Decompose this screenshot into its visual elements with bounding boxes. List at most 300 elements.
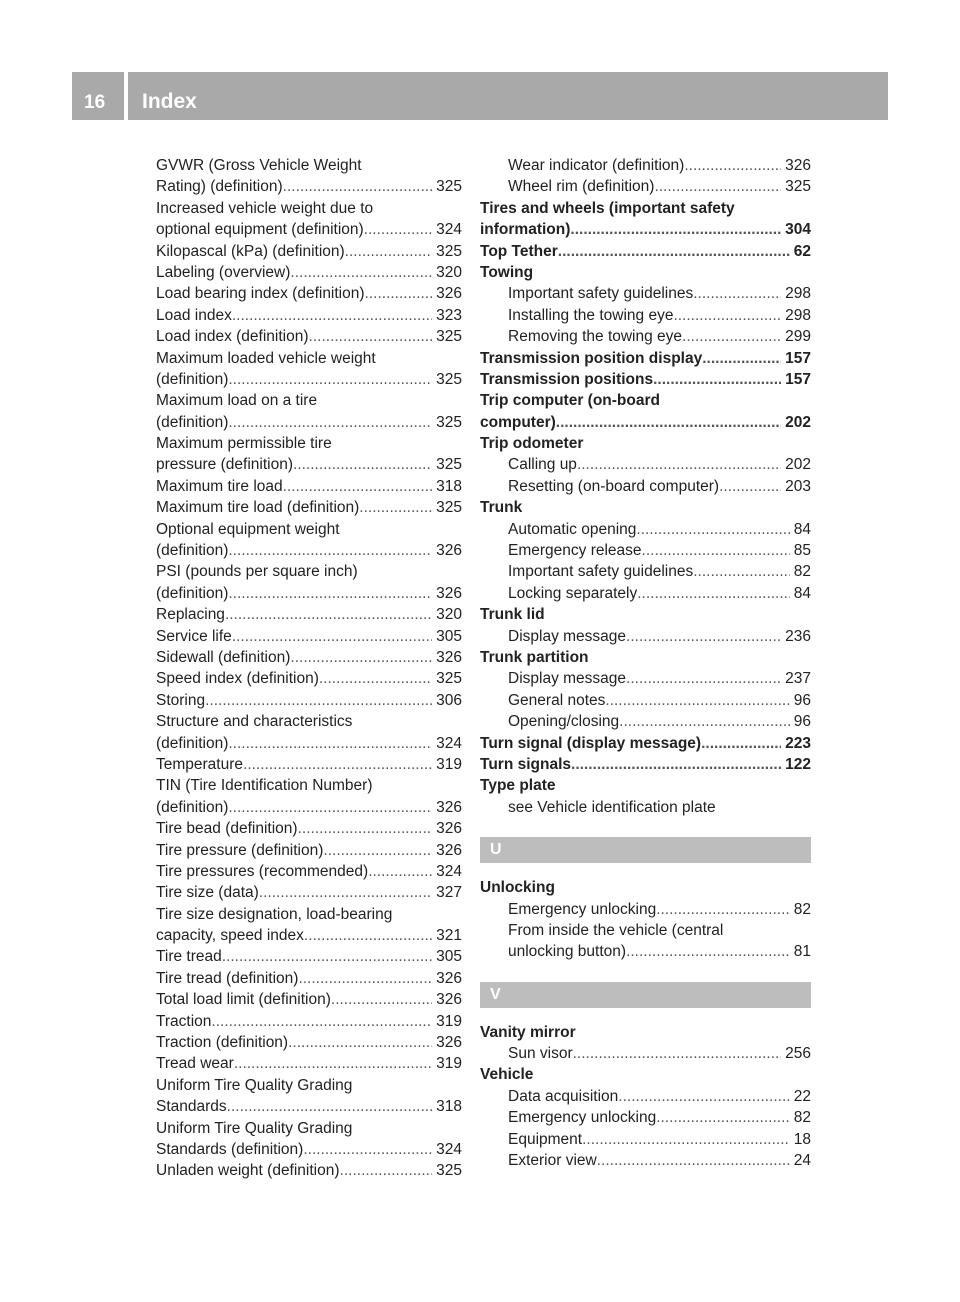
page-reference[interactable]: 318	[436, 477, 462, 495]
entry-text: (definition)	[156, 798, 229, 816]
page-reference[interactable]: 326	[436, 820, 462, 838]
index-entry[interactable]	[480, 754, 811, 775]
index-entry[interactable]	[480, 369, 811, 390]
dot-leader	[232, 305, 432, 326]
page-reference[interactable]: 202	[785, 456, 811, 474]
entry-text: Traction	[156, 1012, 212, 1030]
page-reference[interactable]: 326	[436, 991, 462, 1009]
entry-text: Load bearing index (definition)	[156, 285, 365, 303]
entry-text: capacity, speed index	[156, 927, 304, 945]
entry-text: (definition)	[156, 413, 229, 431]
dot-leader	[570, 219, 781, 240]
page-reference[interactable]: 325	[436, 499, 462, 517]
entry-text: Display message	[508, 627, 627, 645]
index-subentry[interactable]	[480, 899, 811, 920]
entry-text: Important safety guidelines	[508, 285, 694, 303]
entry-text: Removing the towing eye	[508, 328, 683, 346]
entry-text: Maximum tire load	[156, 477, 283, 495]
page-reference[interactable]: 319	[436, 1055, 462, 1073]
index-entry	[156, 561, 462, 582]
index-entry	[156, 198, 462, 219]
entry-text: Transmission positions	[480, 370, 654, 388]
index-entry[interactable]	[480, 219, 811, 240]
page-reference[interactable]: 324	[436, 221, 462, 239]
dot-leader	[656, 899, 790, 920]
dot-leader	[368, 861, 432, 882]
index-entry	[480, 198, 811, 219]
dot-leader	[331, 989, 432, 1010]
entry-text: Labeling (overview)	[156, 263, 291, 281]
entry-text: Emergency unlocking	[508, 900, 657, 918]
dot-leader	[303, 1139, 432, 1160]
index-entry	[156, 348, 462, 369]
index-entry	[480, 1022, 811, 1043]
index-entry	[480, 497, 811, 518]
index-entry[interactable]	[156, 968, 462, 989]
dot-leader	[364, 219, 432, 240]
entry-text: Important safety guidelines	[508, 563, 694, 581]
dot-leader	[577, 454, 781, 475]
dot-leader	[290, 647, 432, 668]
index-column-right	[480, 155, 811, 1171]
index-entry[interactable]	[156, 326, 462, 347]
index-entry[interactable]	[156, 647, 462, 668]
index-entry[interactable]	[156, 305, 462, 326]
page-reference[interactable]: 298	[785, 306, 811, 324]
dot-leader	[298, 968, 432, 989]
dot-leader	[701, 733, 781, 754]
entry-text: Temperature	[156, 755, 244, 773]
index-entry[interactable]	[156, 754, 462, 775]
entry-text: Increased vehicle weight due to	[156, 199, 374, 217]
entry-text: (definition)	[156, 542, 229, 560]
page-reference[interactable]: 326	[436, 1034, 462, 1052]
dot-leader	[359, 497, 432, 518]
index-entry[interactable]	[156, 1053, 462, 1074]
entry-text: PSI (pounds per square inch)	[156, 563, 358, 581]
dot-leader	[573, 1043, 782, 1064]
index-subentry[interactable]	[480, 519, 811, 540]
page-reference[interactable]: 256	[785, 1045, 811, 1063]
index-subentry[interactable]	[480, 283, 811, 304]
index-column-left	[156, 155, 462, 1182]
index-entry[interactable]	[156, 818, 462, 839]
entry-text: Display message	[508, 670, 627, 688]
index-entry[interactable]	[156, 797, 462, 818]
page-reference[interactable]: 304	[785, 221, 811, 239]
page-reference[interactable]: 325	[785, 178, 811, 196]
page-reference[interactable]: 298	[785, 285, 811, 303]
index-entry[interactable]	[156, 219, 462, 240]
dot-leader	[228, 369, 432, 390]
index-entry[interactable]	[156, 1160, 462, 1181]
entry-text: Emergency unlocking	[508, 1109, 657, 1127]
index-subentry[interactable]	[480, 1150, 811, 1171]
page-reference[interactable]: 305	[436, 627, 462, 645]
page-reference[interactable]: 96	[793, 713, 811, 731]
dot-leader	[228, 412, 432, 433]
entry-text: Unlocking	[480, 879, 555, 897]
index-entry[interactable]	[156, 733, 462, 754]
index-entry[interactable]	[480, 733, 811, 754]
dot-leader	[304, 925, 432, 946]
entry-text: Total load limit (definition)	[156, 991, 331, 1009]
page-reference[interactable]: 122	[785, 755, 811, 773]
index-entry[interactable]	[156, 241, 462, 262]
entry-text: pressure (definition)	[156, 456, 293, 474]
page-reference[interactable]: 325	[436, 242, 462, 260]
dot-leader	[211, 1011, 432, 1032]
entry-text: Tire tread (definition)	[156, 969, 299, 987]
index-entry[interactable]	[480, 241, 811, 262]
dot-leader	[345, 241, 432, 262]
entry-text: TIN (Tire Identification Number)	[156, 777, 373, 795]
index-entry	[156, 1075, 462, 1096]
entry-text: computer)	[480, 413, 556, 431]
page-reference[interactable]: 223	[785, 734, 811, 752]
index-entry[interactable]	[156, 946, 462, 967]
page-reference[interactable]: 306	[436, 691, 462, 709]
index-entry[interactable]	[156, 262, 462, 283]
index-entry[interactable]	[156, 690, 462, 711]
entry-text: Transmission position display	[480, 349, 703, 367]
entry-text: Speed index (definition)	[156, 670, 319, 688]
index-entry	[156, 775, 462, 796]
entry-text: Locking separately	[508, 584, 638, 602]
dot-leader	[283, 476, 433, 497]
page-reference[interactable]: 22	[793, 1087, 811, 1105]
entry-text: Uniform Tire Quality Grading	[156, 1076, 353, 1094]
index-entry[interactable]	[480, 412, 811, 433]
page-reference[interactable]: 325	[436, 413, 462, 431]
page-reference[interactable]: 18	[793, 1130, 811, 1148]
page-reference[interactable]: 96	[793, 691, 811, 709]
index-entry	[480, 647, 811, 668]
index-subentry[interactable]	[480, 690, 811, 711]
page-reference[interactable]: 323	[436, 306, 462, 324]
entry-text: Standards	[156, 1098, 227, 1116]
page-header	[72, 72, 888, 120]
index-subentry[interactable]	[480, 1086, 811, 1107]
page-reference[interactable]: 318	[436, 1098, 462, 1116]
page-reference[interactable]: 236	[785, 627, 811, 645]
page-reference[interactable]: 324	[436, 1140, 462, 1158]
index-subentry[interactable]	[480, 1107, 811, 1128]
dot-leader	[642, 540, 790, 561]
index-subentry[interactable]	[480, 540, 811, 561]
index-entry	[156, 155, 462, 176]
page-reference[interactable]: 157	[785, 370, 811, 388]
page-reference[interactable]: 324	[436, 862, 462, 880]
dot-leader	[571, 754, 781, 775]
index-subentry[interactable]	[480, 176, 811, 197]
entry-text: Maximum tire load (definition)	[156, 499, 360, 517]
index-entry[interactable]	[156, 476, 462, 497]
index-entry	[156, 433, 462, 454]
page-reference[interactable]: 82	[793, 1109, 811, 1127]
dot-leader	[228, 733, 432, 754]
dot-leader	[693, 283, 781, 304]
index-subentry[interactable]	[480, 941, 811, 962]
dot-leader	[227, 1096, 432, 1117]
entry-text: Maximum loaded vehicle weight	[156, 349, 376, 367]
entry-text: Tire bead (definition)	[156, 820, 298, 838]
page-reference[interactable]: 24	[793, 1152, 811, 1170]
entry-text: Wheel rim (definition)	[508, 178, 655, 196]
index-entry	[480, 877, 811, 898]
index-entry	[156, 904, 462, 925]
dot-leader	[309, 326, 433, 347]
index-entry[interactable]	[156, 540, 462, 561]
entry-text: Optional equipment weight	[156, 520, 340, 538]
entry-text: Trunk lid	[480, 606, 545, 624]
dot-leader	[283, 176, 432, 197]
section-header-u: U	[480, 837, 811, 863]
page-reference[interactable]: 62	[793, 242, 811, 260]
page-reference[interactable]: 325	[436, 670, 462, 688]
entry-text: Storing	[156, 691, 206, 709]
index-subentry[interactable]	[480, 711, 811, 732]
index-entry[interactable]	[156, 668, 462, 689]
page-reference[interactable]: 202	[785, 413, 811, 431]
page-reference[interactable]: 299	[785, 328, 811, 346]
entry-text: General notes	[508, 691, 606, 709]
index-subentry[interactable]	[480, 626, 811, 647]
entry-text: Trunk partition	[480, 648, 589, 666]
index-entry	[156, 1118, 462, 1139]
entry-text: Top Tether	[480, 242, 558, 260]
dot-leader	[682, 326, 781, 347]
dot-leader	[618, 1086, 789, 1107]
entry-text: Vanity mirror	[480, 1023, 576, 1041]
page-reference[interactable]: 326	[436, 542, 462, 560]
dot-leader	[619, 711, 790, 732]
index-subentry[interactable]	[480, 454, 811, 475]
index-entry[interactable]	[156, 840, 462, 861]
dot-leader	[319, 668, 432, 689]
index-entry	[156, 390, 462, 411]
page-reference[interactable]: 237	[785, 670, 811, 688]
index-entry[interactable]	[156, 604, 462, 625]
dot-leader	[582, 1129, 790, 1150]
page-reference[interactable]: 325	[436, 178, 462, 196]
entry-text: Vehicle	[480, 1066, 534, 1084]
dot-leader	[222, 946, 432, 967]
dot-leader	[340, 1160, 433, 1181]
page-number: 16	[84, 92, 106, 113]
entry-text: Traction (definition)	[156, 1034, 289, 1052]
dot-leader	[656, 1107, 790, 1128]
entry-text: Maximum permissible tire	[156, 435, 332, 453]
entry-text: see Vehicle identification plate	[508, 798, 716, 816]
dot-leader	[626, 626, 781, 647]
entry-text: Sidewall (definition)	[156, 648, 291, 666]
entry-text: Standards (definition)	[156, 1140, 304, 1158]
entry-text: unlocking button)	[508, 943, 627, 961]
index-entry	[480, 433, 811, 454]
index-entry[interactable]	[156, 497, 462, 518]
entry-text: Trunk	[480, 499, 523, 517]
page-reference[interactable]: 319	[436, 1012, 462, 1030]
dot-leader	[684, 155, 781, 176]
page-reference[interactable]: 326	[436, 584, 462, 602]
dot-leader	[205, 690, 432, 711]
entry-text: (definition)	[156, 584, 229, 602]
index-entry[interactable]	[156, 989, 462, 1010]
entry-text: From inside the vehicle (central	[508, 921, 724, 939]
dot-leader	[228, 797, 432, 818]
index-subentry[interactable]	[480, 305, 811, 326]
index-entry[interactable]	[156, 1139, 462, 1160]
page-reference[interactable]: 324	[436, 734, 462, 752]
index-subentry[interactable]	[480, 326, 811, 347]
page-reference[interactable]: 85	[793, 542, 811, 560]
page-reference[interactable]: 325	[436, 370, 462, 388]
dot-leader	[365, 283, 433, 304]
index-entry[interactable]	[156, 412, 462, 433]
entry-text: information)	[480, 221, 571, 239]
entry-text: (definition)	[156, 734, 229, 752]
page-reference[interactable]: 326	[436, 841, 462, 859]
page-reference[interactable]: 326	[436, 285, 462, 303]
index-entry[interactable]	[480, 348, 811, 369]
page-reference[interactable]: 82	[793, 563, 811, 581]
index-entry	[480, 262, 811, 283]
entry-text: Turn signals	[480, 755, 572, 773]
entry-text: (definition)	[156, 370, 229, 388]
entry-text: Automatic opening	[508, 520, 637, 538]
index-entry[interactable]	[156, 626, 462, 647]
page-reference[interactable]: 326	[785, 157, 811, 174]
entry-text: Structure and characteristics	[156, 713, 353, 731]
dot-leader	[288, 1032, 432, 1053]
index-entry	[480, 1064, 811, 1085]
index-subentry[interactable]	[480, 476, 811, 497]
entry-text: Unladen weight (definition)	[156, 1162, 340, 1180]
dot-leader	[243, 754, 432, 775]
index-subentry	[480, 797, 811, 818]
index-entry[interactable]	[156, 454, 462, 475]
dot-leader	[225, 604, 432, 625]
index-entry	[156, 711, 462, 732]
entry-text: Type plate	[480, 777, 556, 795]
dot-leader	[228, 583, 432, 604]
entry-text: Tire size (data)	[156, 884, 259, 902]
index-entry[interactable]	[156, 369, 462, 390]
page-reference[interactable]: 157	[785, 349, 811, 367]
index-entry[interactable]	[156, 583, 462, 604]
page-reference[interactable]: 325	[436, 1162, 462, 1180]
page-reference[interactable]: 320	[436, 606, 462, 624]
entry-text: Resetting (on-board computer)	[508, 477, 720, 495]
entry-text: Tire pressures (recommended)	[156, 862, 369, 880]
dot-leader	[558, 241, 790, 262]
entry-text: Turn signal (display message)	[480, 734, 702, 752]
dot-leader	[653, 369, 781, 390]
dot-leader	[228, 540, 432, 561]
index-entry	[480, 604, 811, 625]
dot-leader	[637, 583, 790, 604]
index-subentry[interactable]	[480, 1043, 811, 1064]
page-reference[interactable]: 203	[785, 477, 811, 495]
index-subentry	[480, 920, 811, 941]
page-reference[interactable]: 326	[436, 798, 462, 816]
index-entry[interactable]	[156, 1011, 462, 1032]
index-entry	[480, 390, 811, 411]
page-reference[interactable]: 326	[436, 969, 462, 987]
entry-text: Sun visor	[508, 1045, 573, 1063]
page-title: Index	[142, 90, 197, 113]
index-subentry[interactable]	[480, 155, 811, 176]
entry-text: Wear indicator (definition)	[508, 157, 685, 174]
page-reference[interactable]: 325	[436, 328, 462, 346]
entry-text: GVWR (Gross Vehicle Weight	[156, 157, 362, 174]
index-subentry[interactable]	[480, 1129, 811, 1150]
page-reference[interactable]: 327	[436, 884, 462, 902]
entry-text: Installing the towing eye	[508, 306, 674, 324]
entry-text: Maximum load on a tire	[156, 392, 318, 410]
dot-leader	[293, 454, 432, 475]
dot-leader	[259, 882, 432, 903]
entry-text: Opening/closing	[508, 713, 620, 731]
entry-text: Data acquisition	[508, 1087, 619, 1105]
entry-text: Service life	[156, 627, 232, 645]
index-subentry[interactable]	[480, 561, 811, 582]
section-header-v: V	[480, 982, 811, 1008]
page-reference[interactable]: 84	[793, 584, 811, 602]
entry-text: Rating) (definition)	[156, 178, 283, 196]
dot-leader	[702, 348, 781, 369]
entry-text: optional equipment (definition)	[156, 221, 364, 239]
index-entry	[156, 519, 462, 540]
entry-text: Towing	[480, 263, 534, 281]
index-entry[interactable]	[156, 176, 462, 197]
page-reference[interactable]: 320	[436, 263, 462, 281]
entry-text: Calling up	[508, 456, 577, 474]
page-reference[interactable]: 319	[436, 755, 462, 773]
index-subentry[interactable]	[480, 583, 811, 604]
page-reference[interactable]: 305	[436, 948, 462, 966]
entry-text: Uniform Tire Quality Grading	[156, 1119, 353, 1137]
dot-leader	[654, 176, 781, 197]
dot-leader	[298, 818, 433, 839]
entry-text: Load index	[156, 306, 232, 324]
entry-text: Trip computer (on-board	[480, 392, 660, 410]
index-entry[interactable]	[156, 1032, 462, 1053]
entry-text: Equipment	[508, 1130, 583, 1148]
entry-text: Trip odometer	[480, 435, 584, 453]
dot-leader	[719, 476, 781, 497]
page-reference[interactable]: 326	[436, 648, 462, 666]
index-subentry[interactable]	[480, 668, 811, 689]
dot-leader	[597, 1150, 790, 1171]
index-entry[interactable]	[156, 925, 462, 946]
dot-leader	[673, 305, 781, 326]
index-entry[interactable]	[156, 1096, 462, 1117]
page-reference[interactable]: 81	[793, 943, 811, 961]
entry-text: Tire pressure (definition)	[156, 841, 324, 859]
index-entry[interactable]	[156, 283, 462, 304]
page-reference[interactable]: 325	[436, 456, 462, 474]
dot-leader	[323, 840, 432, 861]
page-reference[interactable]: 321	[436, 927, 462, 945]
entry-text: Emergency release	[508, 542, 642, 560]
index-entry[interactable]	[156, 861, 462, 882]
index-entry[interactable]	[156, 882, 462, 903]
page-reference[interactable]: 84	[793, 520, 811, 538]
entry-text: Tread wear	[156, 1055, 234, 1073]
page-reference[interactable]: 82	[793, 900, 811, 918]
